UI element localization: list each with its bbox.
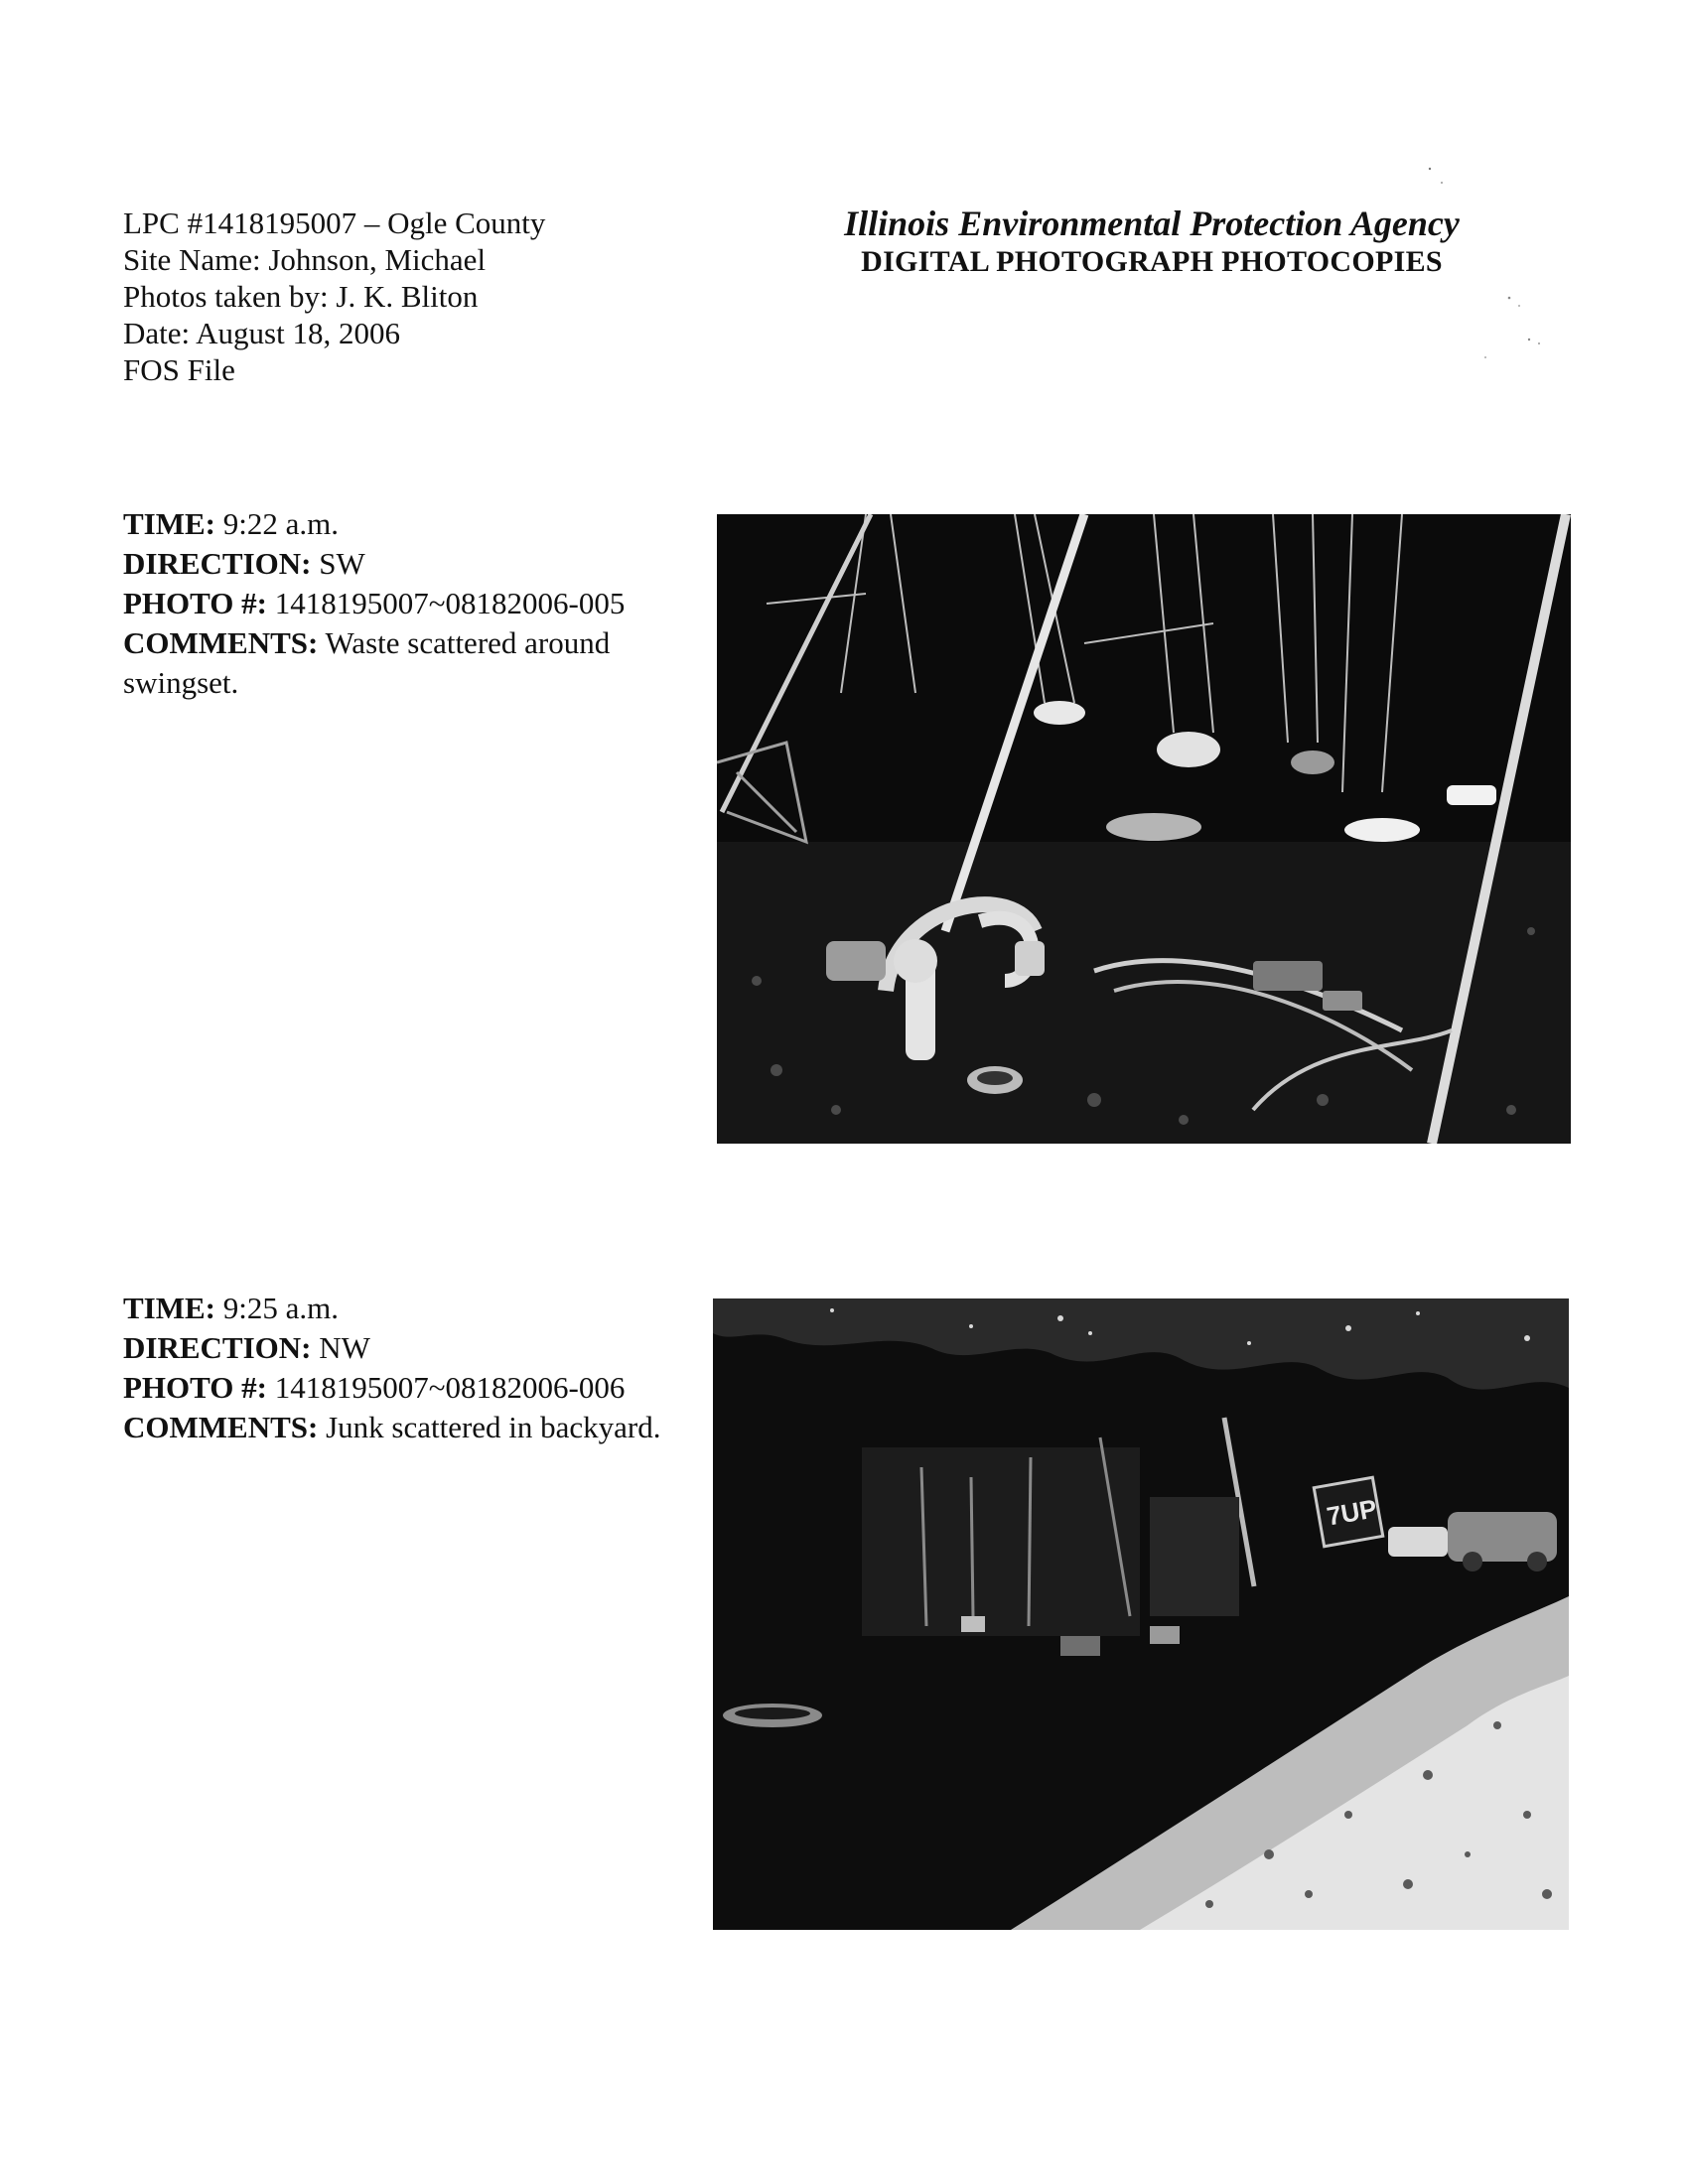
site-info — [123, 205, 545, 388]
photo-number-value: 1418195007~08182006-005 — [274, 586, 626, 620]
comments-row: COMMENTS: Junk scattered in backyard. — [123, 1410, 661, 1444]
file-type: FOS File — [123, 352, 235, 387]
seven-up-sign: 7UP — [1324, 1493, 1379, 1532]
site-name: Site Name: Johnson, Michael — [123, 242, 487, 277]
photo-number-value: 1418195007~08182006-006 — [274, 1370, 626, 1405]
time-row: TIME: 9:22 a.m. — [123, 506, 339, 541]
photo-caption-2 — [123, 1289, 679, 1447]
scan-noise — [1390, 149, 1549, 377]
direction-value: NW — [319, 1330, 370, 1365]
direction-value: SW — [319, 546, 365, 581]
photographer: Photos taken by: J. K. Bliton — [123, 279, 479, 314]
comments-value: Junk scattered in backyard. — [326, 1410, 661, 1444]
backyard-photo — [713, 1298, 1569, 1930]
comments-row: COMMENTS: Waste scattered around swingset. — [123, 625, 611, 700]
photo-caption-1 — [123, 504, 679, 703]
swingset-photo — [717, 514, 1571, 1144]
time-row: TIME: 9:25 a.m. — [123, 1291, 339, 1325]
photo-date: Date: August 18, 2006 — [123, 316, 400, 350]
document-subtitle: DIGITAL PHOTOGRAPH PHOTOCOPIES — [861, 245, 1443, 278]
direction-row: DIRECTION: SW — [123, 546, 365, 581]
time-value: 9:22 a.m. — [222, 506, 339, 541]
direction-row: DIRECTION: NW — [123, 1330, 370, 1365]
agency-title: Illinois Environmental Protection Agency — [844, 204, 1460, 243]
photo-number-row: PHOTO #: 1418195007~08182006-005 — [123, 586, 626, 620]
comments-value: Waste scattered around swingset. — [123, 625, 611, 700]
lpc-number: LPC #1418195007 – Ogle County — [123, 205, 546, 240]
time-value: 9:25 a.m. — [222, 1291, 339, 1325]
photo-number-row: PHOTO #: 1418195007~08182006-006 — [123, 1370, 626, 1405]
